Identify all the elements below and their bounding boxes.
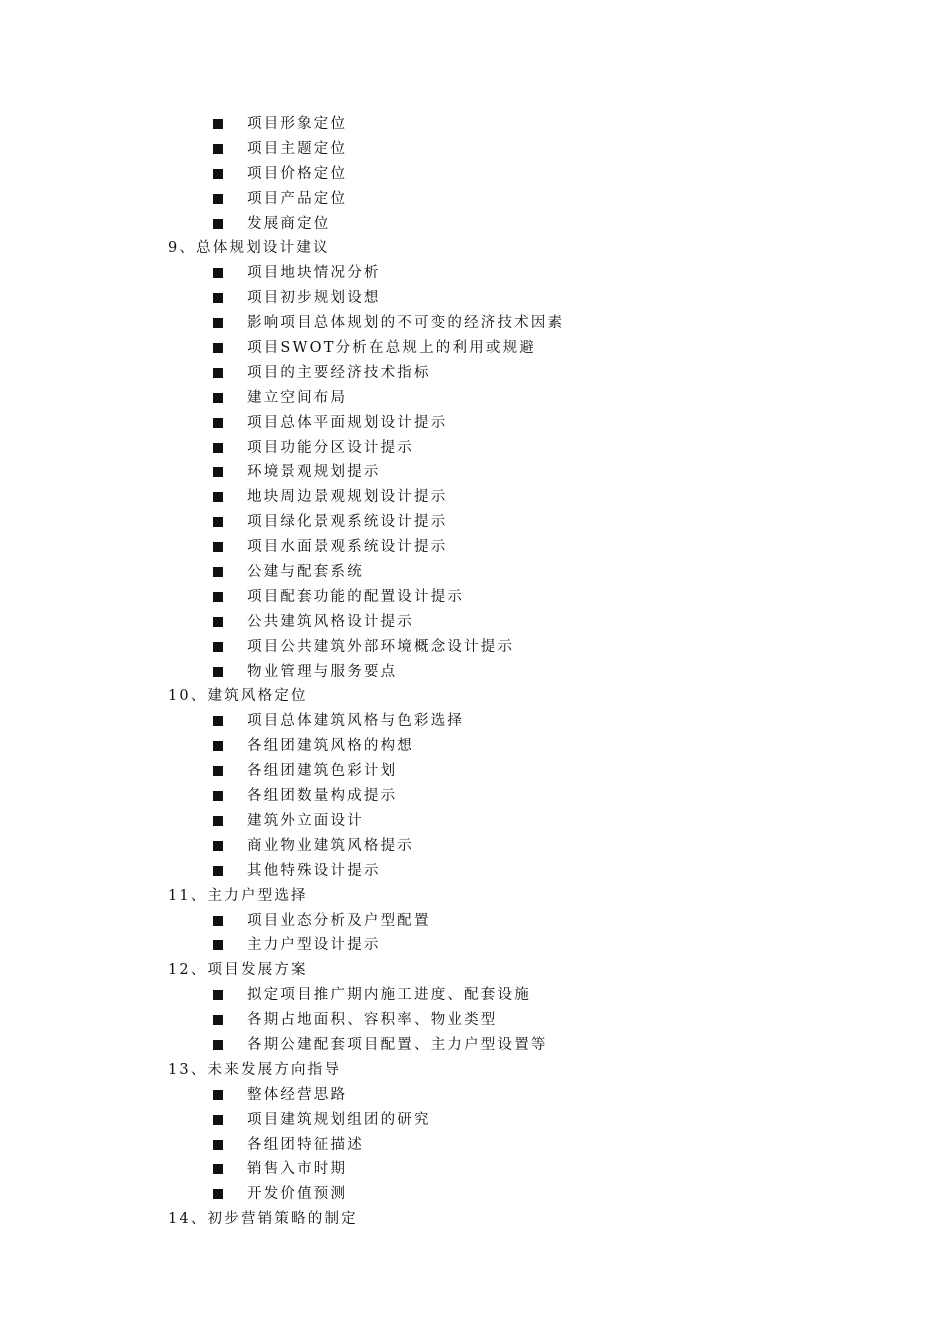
square-bullet-icon [213,1164,223,1174]
list-item-text: 各期公建配套项目配置、主力户型设置等 [247,1036,548,1053]
list-item [0,212,950,237]
list-item-text: 商业物业建筑风格提示 [247,837,414,854]
square-bullet-icon [213,816,223,826]
square-bullet-icon [213,169,223,179]
section-heading: 13、未来发展方向指导 [168,1061,342,1078]
list-item-text: 项目的主要经济技术指标 [247,364,431,381]
square-bullet-icon [213,716,223,726]
list-item [0,386,950,411]
list-item-text: 项目总体建筑风格与色彩选择 [247,713,465,730]
list-item [0,436,950,461]
section-heading: 11、主力户型选择 [168,887,308,904]
section-heading: 14、初步营销策略的制定 [168,1211,358,1228]
square-bullet-icon [213,617,223,627]
section-12 [0,958,950,1058]
list-item [0,162,950,187]
document-body [0,112,950,1232]
list-item-text: 物业管理与服务要点 [247,663,398,680]
list-item-text: 项目产品定位 [247,190,348,207]
list-item-text: 建筑外立面设计 [247,812,364,829]
list-item-text: 各组团数量构成提示 [247,788,398,805]
section-continued [0,112,950,236]
square-bullet-icon [213,368,223,378]
list-item [0,1083,950,1108]
list-item [0,1108,950,1133]
square-bullet-icon [213,393,223,403]
list-item [0,411,950,436]
list-item [0,809,950,834]
square-bullet-icon [213,343,223,353]
list-item-text: 公建与配套系统 [247,564,364,581]
list-item-text: 项目公共建筑外部环境概念设计提示 [247,638,515,655]
list-item-text: 销售入市时期 [247,1161,348,1178]
square-bullet-icon [213,642,223,652]
list-item-text: 项目总体平面规划设计提示 [247,414,448,431]
square-bullet-icon [213,268,223,278]
list-item [0,610,950,635]
square-bullet-icon [213,219,223,229]
square-bullet-icon [213,916,223,926]
section-heading: 12、项目发展方案 [168,962,308,979]
list-item-text: 项目地块情况分析 [247,265,381,282]
list-item [0,734,950,759]
square-bullet-icon [213,990,223,1000]
list-item [0,859,950,884]
list-item [0,510,950,535]
square-bullet-icon [213,1015,223,1025]
square-bullet-icon [213,766,223,776]
list-item-text: 公共建筑风格设计提示 [247,613,414,630]
list-item [0,1157,950,1182]
list-item-text: 项目建筑规划组团的研究 [247,1111,431,1128]
section-10 [0,684,950,883]
list-item-text: 拟定项目推广期内施工进度、配套设施 [247,987,531,1004]
list-item [0,361,950,386]
list-item [0,983,950,1008]
square-bullet-icon [213,1140,223,1150]
section-heading: 9、总体规划设计建议 [168,240,330,257]
list-item [0,535,950,560]
list-item-text: 项目业态分析及户型配置 [247,912,431,929]
list-item-text: 各组团建筑色彩计划 [247,763,398,780]
list-item-text: 建立空间布局 [247,389,348,406]
section-heading: 10、建筑风格定位 [168,688,308,705]
list-item [0,834,950,859]
list-item [0,286,950,311]
list-item-text: 项目SWOT分析在总规上的利用或规避 [247,340,536,357]
list-item [0,336,950,361]
square-bullet-icon [213,517,223,527]
list-item [0,187,950,212]
square-bullet-icon [213,119,223,129]
list-item-text: 各期占地面积、容积率、物业类型 [247,1012,498,1029]
list-item [0,112,950,137]
list-item [0,485,950,510]
list-item [0,585,950,610]
section-14 [0,1207,950,1232]
list-item-text: 项目绿化景观系统设计提示 [247,514,448,531]
square-bullet-icon [213,542,223,552]
list-item-text: 环境景观规划提示 [247,464,381,481]
square-bullet-icon [213,467,223,477]
square-bullet-icon [213,1040,223,1050]
list-item [0,460,950,485]
square-bullet-icon [213,841,223,851]
list-item-text: 项目价格定位 [247,165,348,182]
square-bullet-icon [213,940,223,950]
list-item-text: 主力户型设计提示 [247,937,381,954]
list-item [0,709,950,734]
list-item-text: 整体经营思路 [247,1086,348,1103]
list-item-text: 项目功能分区设计提示 [247,439,414,456]
list-item [0,909,950,934]
list-item-text: 开发价值预测 [247,1186,348,1203]
square-bullet-icon [213,866,223,876]
list-item [0,137,950,162]
square-bullet-icon [213,293,223,303]
section-11 [0,884,950,959]
list-item [0,311,950,336]
square-bullet-icon [213,741,223,751]
list-item-text: 地块周边景观规划设计提示 [247,489,448,506]
section-9 [0,236,950,684]
list-item [0,1008,950,1033]
square-bullet-icon [213,791,223,801]
list-item-text: 项目初步规划设想 [247,290,381,307]
list-item-text: 各组团特征描述 [247,1136,364,1153]
list-item [0,784,950,809]
square-bullet-icon [213,567,223,577]
square-bullet-icon [213,667,223,677]
square-bullet-icon [213,1189,223,1199]
list-item [0,1033,950,1058]
list-item [0,1133,950,1158]
square-bullet-icon [213,443,223,453]
list-item-text: 项目主题定位 [247,140,348,157]
square-bullet-icon [213,318,223,328]
square-bullet-icon [213,144,223,154]
list-item [0,560,950,585]
square-bullet-icon [213,418,223,428]
list-item-text: 项目水面景观系统设计提示 [247,539,448,556]
list-item [0,660,950,685]
list-item-text: 项目配套功能的配置设计提示 [247,588,465,605]
square-bullet-icon [213,592,223,602]
list-item-text: 其他特殊设计提示 [247,862,381,879]
square-bullet-icon [213,194,223,204]
section-13 [0,1058,950,1207]
list-item-text: 项目形象定位 [247,116,348,132]
list-item [0,635,950,660]
list-item-text: 影响项目总体规划的不可变的经济技术因素 [247,315,565,332]
list-item-text: 发展商定位 [247,215,331,232]
list-item [0,1182,950,1207]
square-bullet-icon [213,1115,223,1125]
square-bullet-icon [213,492,223,502]
list-item [0,261,950,286]
list-item-text: 各组团建筑风格的构想 [247,738,414,755]
list-item [0,759,950,784]
list-item [0,933,950,958]
square-bullet-icon [213,1090,223,1100]
